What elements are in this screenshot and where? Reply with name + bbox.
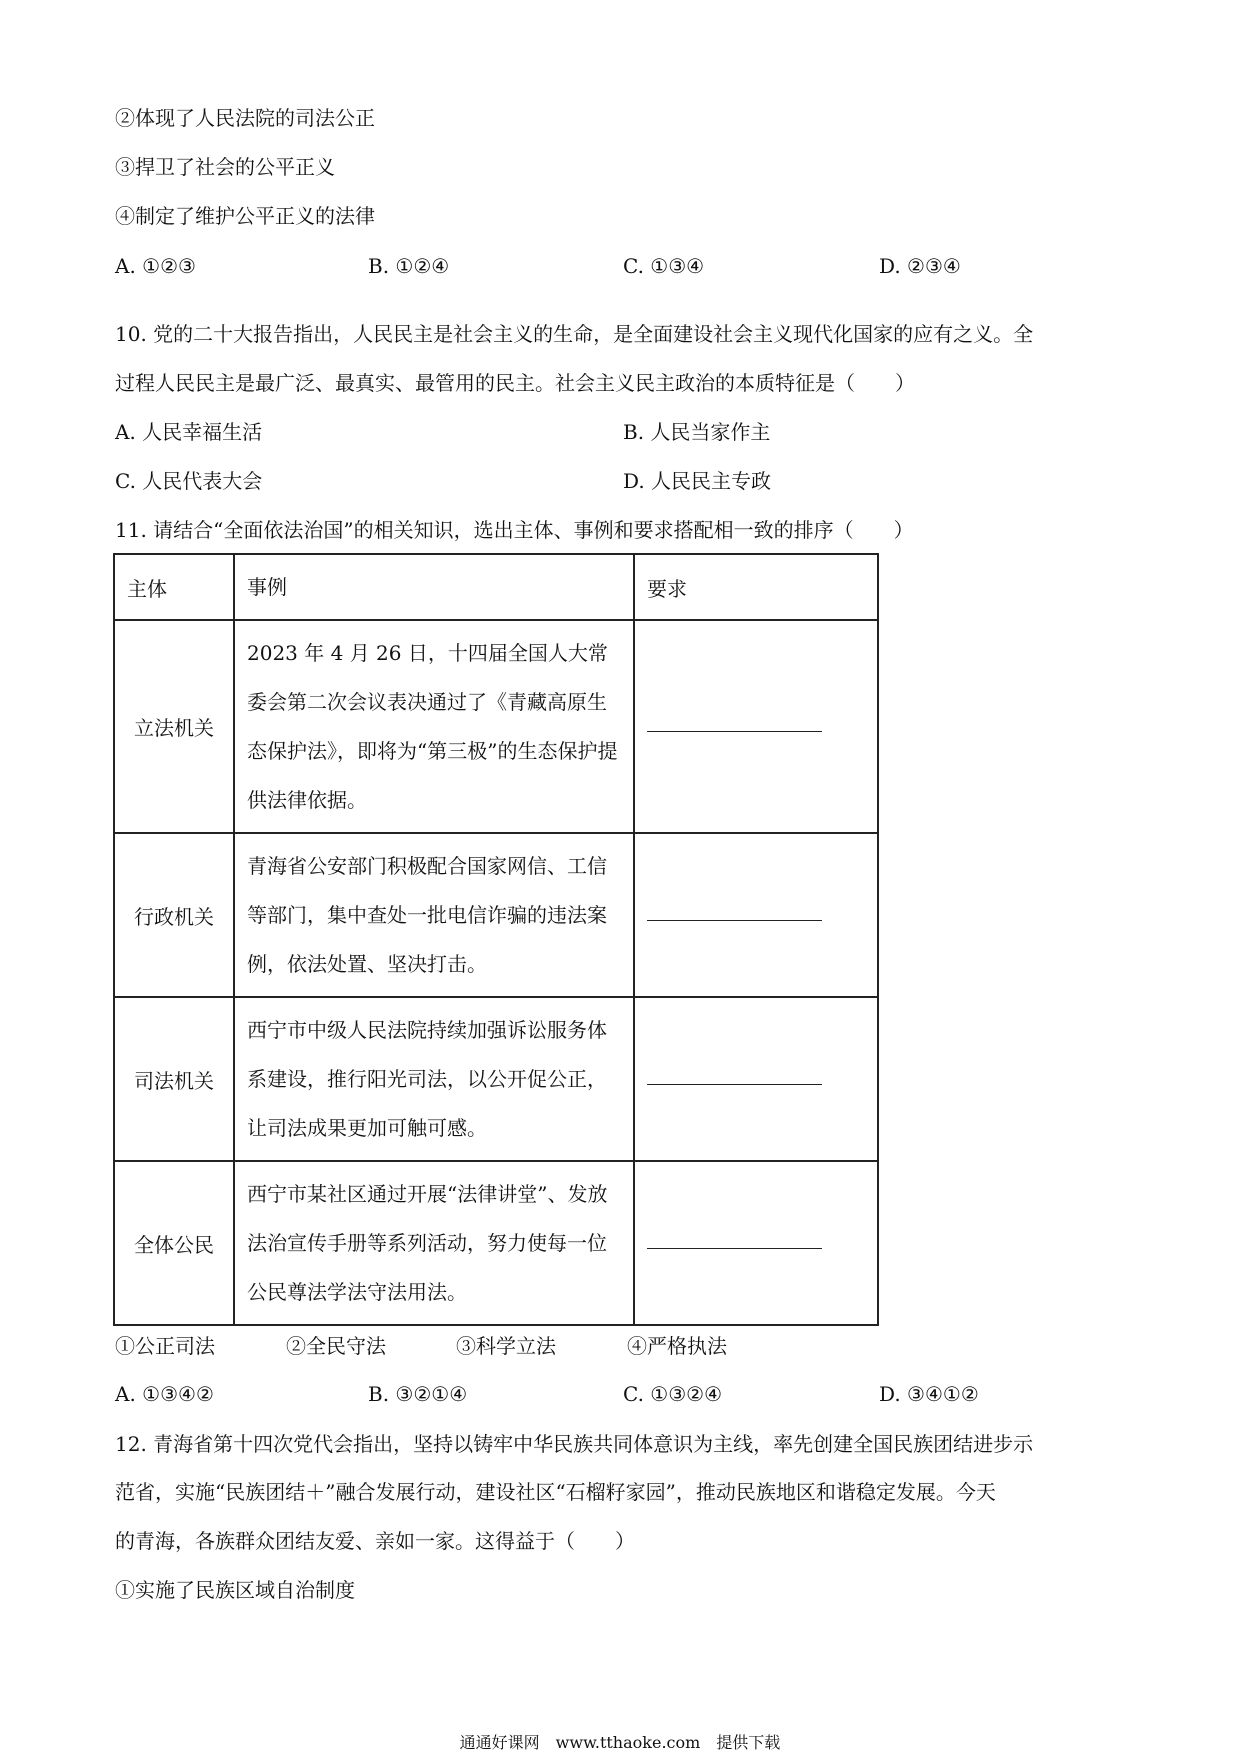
q9-option-c: C. ①③④ [623, 254, 705, 278]
row-subject: 全体公民 [114, 1161, 234, 1325]
row-example: 青海省公安部门积极配合国家网信、工信等部门，集中查处一批电信诈骗的违法案例，依法处置、坚决打击。 [234, 833, 634, 997]
q9-option-a: A. ①②③ [115, 254, 196, 278]
q12-stem-line1: 12. 青海省第十四次党代会指出，坚持以铸牢中华民族共同体意识为主线，率先创建全国民族团结进步示 [115, 1432, 1034, 1456]
q10-option-d: D. 人民民主专政 [623, 469, 772, 493]
row-subject: 立法机关 [114, 620, 234, 833]
q12-stem-line3: 的青海，各族群众团结友爱、亲如一家。这得益于（ ） [115, 1529, 635, 1553]
q10-stem-line1: 10. 党的二十大报告指出，人民民主是社会主义的生命，是全面建设社会主义现代化国家的应有之义。全 [115, 322, 1034, 346]
q11-item-3: ③科学立法 [456, 1334, 556, 1358]
table-row [114, 997, 878, 1161]
q11-option-d: D. ③④①② [879, 1382, 979, 1406]
table-row [114, 1161, 878, 1325]
q11-item-2: ②全民守法 [286, 1334, 386, 1358]
answer-blank-line [647, 721, 822, 732]
row-example: 西宁市中级人民法院持续加强诉讼服务体系建设，推行阳光司法，以公开促公正，让司法成果更加可触可感。 [234, 997, 634, 1161]
q10-option-a: A. 人民幸福生活 [115, 420, 263, 444]
q10-option-c: C. 人民代表大会 [115, 469, 263, 493]
q9-option-b: B. ①②④ [368, 254, 450, 278]
q11-item-4: ④严格执法 [627, 1334, 727, 1358]
header-subject: 主体 [114, 554, 234, 620]
q11-stem: 11. 请结合“全面依法治国”的相关知识，选出主体、事例和要求搭配相一致的排序（ ） [115, 518, 914, 542]
row-example: 2023 年 4 月 26 日，十四届全国人大常委会第二次会议表决通过了《青藏高原生态保护法》，即将为“第三极”的生态保护提供法律依据。 [234, 620, 634, 833]
q9-statement-2: ②体现了人民法院的司法公正 [115, 106, 375, 130]
q11-option-a: A. ①③④② [115, 1382, 214, 1406]
table-row [114, 620, 878, 833]
answer-blank-line [647, 1074, 822, 1085]
row-subject: 行政机关 [114, 833, 234, 997]
table-header-row [114, 554, 878, 620]
requirement-blank-cell [634, 620, 878, 833]
q12-statement-1: ①实施了民族区域自治制度 [115, 1578, 355, 1602]
q9-option-d: D. ②③④ [879, 254, 961, 278]
q12-stem-line2: 范省，实施“民族团结＋”融合发展行动，建设社区“石榴籽家园”，推动民族地区和谐稳定发展。今天 [115, 1480, 996, 1504]
requirement-blank-cell [634, 997, 878, 1161]
q11-item-1: ①公正司法 [115, 1334, 215, 1358]
answer-blank-line [647, 1238, 822, 1249]
q9-statement-4: ④制定了维护公平正义的法律 [115, 204, 375, 228]
page-footer: 通通好课网 www.tthaoke.com 提供下载 [459, 1733, 781, 1752]
q9-statement-3: ③捍卫了社会的公平正义 [115, 155, 335, 179]
q10-stem-line2: 过程人民民主是最广泛、最真实、最管用的民主。社会主义民主政治的本质特征是（ ） [115, 371, 915, 395]
q11-option-c: C. ①③②④ [623, 1382, 723, 1406]
row-subject: 司法机关 [114, 997, 234, 1161]
row-example: 西宁市某社区通过开展“法律讲堂”、发放法治宣传手册等系列活动，努力使每一位公民尊法学法守法用法。 [234, 1161, 634, 1325]
q10-option-b: B. 人民当家作主 [623, 420, 771, 444]
table-row [114, 833, 878, 997]
q11-option-b: B. ③②①④ [368, 1382, 468, 1406]
q11-table [113, 553, 879, 1326]
header-example: 事例 [234, 554, 634, 620]
answer-blank-line [647, 910, 822, 921]
requirement-blank-cell [634, 833, 878, 997]
requirement-blank-cell [634, 1161, 878, 1325]
header-requirement: 要求 [634, 554, 878, 620]
